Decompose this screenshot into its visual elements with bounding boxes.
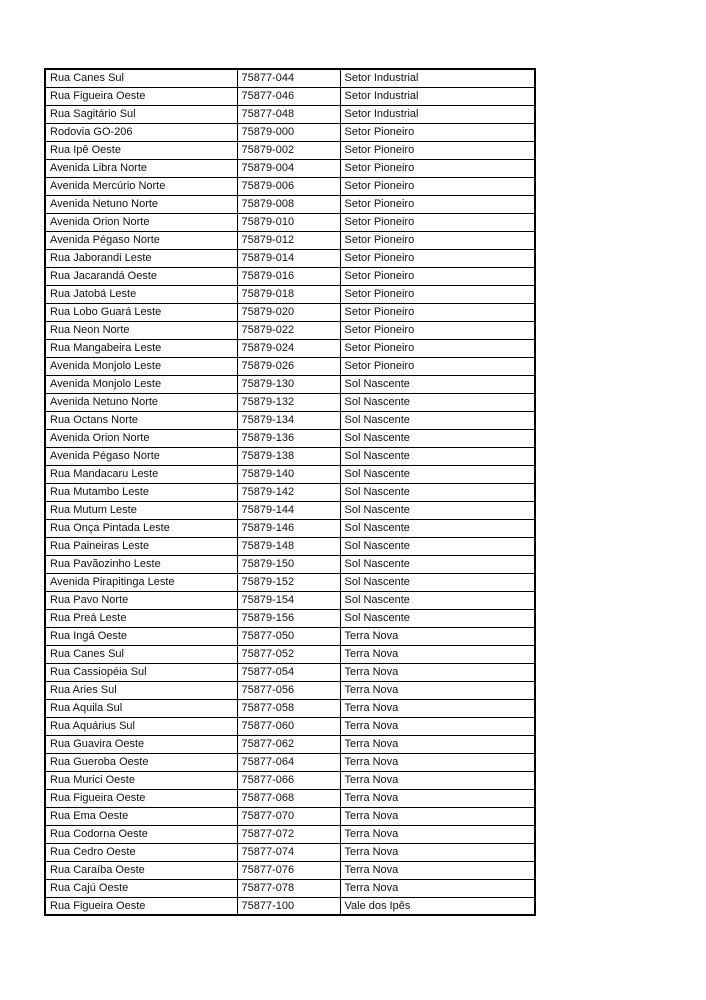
cell-sector-name: Sol Nascente: [340, 609, 535, 627]
cell-cep-code: 75879-016: [237, 267, 340, 285]
cell-cep-code: 75879-150: [237, 555, 340, 573]
cell-street-name: Rua Caraíba Oeste: [45, 861, 237, 879]
cell-sector-name: Setor Pioneiro: [340, 285, 535, 303]
cell-street-name: Rua Aquila Sul: [45, 699, 237, 717]
cell-cep-code: 75879-146: [237, 519, 340, 537]
cell-sector-name: Terra Nova: [340, 627, 535, 645]
cell-sector-name: Sol Nascente: [340, 393, 535, 411]
cell-cep-code: 75877-062: [237, 735, 340, 753]
cep-table-body: [45, 69, 535, 915]
cell-sector-name: Sol Nascente: [340, 573, 535, 591]
table-row: [45, 141, 535, 159]
cell-sector-name: Setor Pioneiro: [340, 123, 535, 141]
cell-cep-code: 75879-006: [237, 177, 340, 195]
cell-sector-name: Terra Nova: [340, 879, 535, 897]
cell-cep-code: 75877-050: [237, 627, 340, 645]
cell-sector-name: Sol Nascente: [340, 465, 535, 483]
cell-sector-name: Sol Nascente: [340, 555, 535, 573]
cell-sector-name: Setor Pioneiro: [340, 321, 535, 339]
cell-cep-code: 75877-066: [237, 771, 340, 789]
cell-sector-name: Sol Nascente: [340, 411, 535, 429]
table-row: [45, 609, 535, 627]
cell-sector-name: Sol Nascente: [340, 429, 535, 447]
cell-sector-name: Sol Nascente: [340, 501, 535, 519]
cell-cep-code: 75879-014: [237, 249, 340, 267]
cell-street-name: Rua Jatobá Leste: [45, 285, 237, 303]
cell-street-name: Rua Figueira Oeste: [45, 87, 237, 105]
cell-sector-name: Terra Nova: [340, 861, 535, 879]
cell-sector-name: Setor Industrial: [340, 69, 535, 87]
table-row: [45, 645, 535, 663]
cell-cep-code: 75877-048: [237, 105, 340, 123]
cell-street-name: Rua Ipê Oeste: [45, 141, 237, 159]
cell-street-name: Rua Canes Sul: [45, 645, 237, 663]
cell-cep-code: 75879-154: [237, 591, 340, 609]
cep-street-table: [44, 68, 536, 916]
cell-cep-code: 75877-074: [237, 843, 340, 861]
cell-cep-code: 75879-002: [237, 141, 340, 159]
cell-cep-code: 75879-012: [237, 231, 340, 249]
cell-street-name: Rua Onça Pintada Leste: [45, 519, 237, 537]
cell-sector-name: Terra Nova: [340, 843, 535, 861]
cell-street-name: Avenida Orion Norte: [45, 213, 237, 231]
cell-cep-code: 75877-070: [237, 807, 340, 825]
cell-sector-name: Sol Nascente: [340, 375, 535, 393]
cell-sector-name: Terra Nova: [340, 681, 535, 699]
cell-street-name: Rua Neon Norte: [45, 321, 237, 339]
cell-street-name: Rua Murici Oeste: [45, 771, 237, 789]
cell-street-name: Rua Mandacaru Leste: [45, 465, 237, 483]
cell-sector-name: Terra Nova: [340, 771, 535, 789]
table-row: [45, 735, 535, 753]
cell-cep-code: 75879-020: [237, 303, 340, 321]
cell-sector-name: Sol Nascente: [340, 519, 535, 537]
cell-street-name: Rua Jaborandi Leste: [45, 249, 237, 267]
cell-cep-code: 75879-136: [237, 429, 340, 447]
cell-street-name: Rua Aries Sul: [45, 681, 237, 699]
cell-sector-name: Setor Pioneiro: [340, 177, 535, 195]
table-row: [45, 357, 535, 375]
cell-street-name: Rua Canes Sul: [45, 69, 237, 87]
cell-cep-code: 75877-078: [237, 879, 340, 897]
cell-cep-code: 75879-142: [237, 483, 340, 501]
cell-sector-name: Terra Nova: [340, 735, 535, 753]
cell-cep-code: 75879-022: [237, 321, 340, 339]
cell-cep-code: 75877-060: [237, 717, 340, 735]
table-row: [45, 897, 535, 915]
table-row: [45, 519, 535, 537]
cell-street-name: Rua Cajú Oeste: [45, 879, 237, 897]
cell-cep-code: 75877-044: [237, 69, 340, 87]
cell-cep-code: 75877-100: [237, 897, 340, 915]
cell-street-name: Avenida Netuno Norte: [45, 393, 237, 411]
table-row: [45, 681, 535, 699]
cell-cep-code: 75877-064: [237, 753, 340, 771]
cell-street-name: Avenida Libra Norte: [45, 159, 237, 177]
cell-sector-name: Setor Pioneiro: [340, 195, 535, 213]
cell-street-name: Rua Figueira Oeste: [45, 789, 237, 807]
table-row: [45, 537, 535, 555]
table-row: [45, 429, 535, 447]
table-row: [45, 663, 535, 681]
cell-sector-name: Setor Pioneiro: [340, 231, 535, 249]
cell-street-name: Avenida Netuno Norte: [45, 195, 237, 213]
table-row: [45, 501, 535, 519]
cell-street-name: Rua Aquárius Sul: [45, 717, 237, 735]
cell-cep-code: 75877-052: [237, 645, 340, 663]
table-row: [45, 177, 535, 195]
cell-cep-code: 75879-144: [237, 501, 340, 519]
cell-street-name: Rodovia GO-206: [45, 123, 237, 141]
cell-sector-name: Terra Nova: [340, 645, 535, 663]
cell-street-name: Avenida Monjolo Leste: [45, 375, 237, 393]
table-row: [45, 159, 535, 177]
cell-street-name: Rua Guavira Oeste: [45, 735, 237, 753]
table-row: [45, 213, 535, 231]
cell-sector-name: Terra Nova: [340, 789, 535, 807]
cell-sector-name: Setor Pioneiro: [340, 357, 535, 375]
cell-street-name: Rua Mutambo Leste: [45, 483, 237, 501]
cell-street-name: Rua Pavãozinho Leste: [45, 555, 237, 573]
cell-cep-code: 75879-018: [237, 285, 340, 303]
cell-cep-code: 75879-134: [237, 411, 340, 429]
cell-street-name: Rua Sagitário Sul: [45, 105, 237, 123]
cell-sector-name: Setor Pioneiro: [340, 249, 535, 267]
cell-street-name: Rua Paineiras Leste: [45, 537, 237, 555]
cell-street-name: Avenida Pirapitinga Leste: [45, 573, 237, 591]
table-row: [45, 285, 535, 303]
table-row: [45, 771, 535, 789]
table-row: [45, 339, 535, 357]
cell-street-name: Rua Preá Leste: [45, 609, 237, 627]
table-row: [45, 825, 535, 843]
table-row: [45, 699, 535, 717]
table-row: [45, 627, 535, 645]
cell-street-name: Rua Cedro Oeste: [45, 843, 237, 861]
cell-sector-name: Setor Industrial: [340, 87, 535, 105]
cell-cep-code: 75877-068: [237, 789, 340, 807]
cell-street-name: Rua Cassiopéia Sul: [45, 663, 237, 681]
cell-sector-name: Terra Nova: [340, 753, 535, 771]
cell-cep-code: 75879-156: [237, 609, 340, 627]
cell-sector-name: Setor Industrial: [340, 105, 535, 123]
cell-sector-name: Setor Pioneiro: [340, 213, 535, 231]
cell-street-name: Rua Jacarandá Oeste: [45, 267, 237, 285]
cell-cep-code: 75877-058: [237, 699, 340, 717]
cell-street-name: Avenida Mercúrio Norte: [45, 177, 237, 195]
cell-sector-name: Setor Pioneiro: [340, 141, 535, 159]
table-row: [45, 573, 535, 591]
cell-street-name: Rua Pavo Norte: [45, 591, 237, 609]
cell-street-name: Rua Mangabeira Leste: [45, 339, 237, 357]
table-row: [45, 267, 535, 285]
cell-sector-name: Terra Nova: [340, 807, 535, 825]
table-row: [45, 843, 535, 861]
table-row: [45, 321, 535, 339]
table-row: [45, 411, 535, 429]
cell-sector-name: Terra Nova: [340, 663, 535, 681]
cell-street-name: Rua Octans Norte: [45, 411, 237, 429]
cell-street-name: Avenida Pégaso Norte: [45, 447, 237, 465]
table-row: [45, 303, 535, 321]
cell-cep-code: 75879-026: [237, 357, 340, 375]
table-row: [45, 465, 535, 483]
table-row: [45, 753, 535, 771]
cell-street-name: Avenida Monjolo Leste: [45, 357, 237, 375]
cell-sector-name: Setor Pioneiro: [340, 159, 535, 177]
cell-sector-name: Setor Pioneiro: [340, 339, 535, 357]
cell-cep-code: 75877-056: [237, 681, 340, 699]
cell-sector-name: Setor Pioneiro: [340, 267, 535, 285]
cell-cep-code: 75877-072: [237, 825, 340, 843]
cell-cep-code: 75879-000: [237, 123, 340, 141]
cell-cep-code: 75879-130: [237, 375, 340, 393]
table-row: [45, 195, 535, 213]
cell-cep-code: 75879-152: [237, 573, 340, 591]
table-row: [45, 717, 535, 735]
table-row: [45, 105, 535, 123]
cell-street-name: Rua Figueira Oeste: [45, 897, 237, 915]
cell-cep-code: 75877-046: [237, 87, 340, 105]
table-row: [45, 483, 535, 501]
cell-cep-code: 75879-140: [237, 465, 340, 483]
cell-sector-name: Setor Pioneiro: [340, 303, 535, 321]
cell-street-name: Avenida Pégaso Norte: [45, 231, 237, 249]
cell-street-name: Avenida Orion Norte: [45, 429, 237, 447]
cell-street-name: Rua Lobo Guará Leste: [45, 303, 237, 321]
cell-sector-name: Sol Nascente: [340, 591, 535, 609]
cell-cep-code: 75879-148: [237, 537, 340, 555]
cell-cep-code: 75879-024: [237, 339, 340, 357]
table-row: [45, 393, 535, 411]
cell-cep-code: 75877-054: [237, 663, 340, 681]
cell-street-name: Rua Ema Oeste: [45, 807, 237, 825]
table-row: [45, 123, 535, 141]
cell-cep-code: 75879-138: [237, 447, 340, 465]
cell-street-name: Rua Mutum Leste: [45, 501, 237, 519]
table-row: [45, 447, 535, 465]
table-row: [45, 69, 535, 87]
cell-street-name: Rua Codorna Oeste: [45, 825, 237, 843]
cell-street-name: Rua Gueroba Oeste: [45, 753, 237, 771]
table-row: [45, 555, 535, 573]
cell-cep-code: 75879-008: [237, 195, 340, 213]
cell-street-name: Rua Ingá Oeste: [45, 627, 237, 645]
table-row: [45, 249, 535, 267]
cell-cep-code: 75877-076: [237, 861, 340, 879]
cell-sector-name: Terra Nova: [340, 717, 535, 735]
cell-cep-code: 75879-010: [237, 213, 340, 231]
table-row: [45, 87, 535, 105]
table-row: [45, 807, 535, 825]
cell-sector-name: Terra Nova: [340, 825, 535, 843]
cell-cep-code: 75879-004: [237, 159, 340, 177]
table-row: [45, 789, 535, 807]
cell-sector-name: Terra Nova: [340, 699, 535, 717]
cell-sector-name: Sol Nascente: [340, 483, 535, 501]
cell-cep-code: 75879-132: [237, 393, 340, 411]
cell-sector-name: Sol Nascente: [340, 447, 535, 465]
cell-sector-name: Vale dos Ipês: [340, 897, 535, 915]
table-row: [45, 879, 535, 897]
table-row: [45, 375, 535, 393]
cell-sector-name: Sol Nascente: [340, 537, 535, 555]
table-row: [45, 861, 535, 879]
table-row: [45, 231, 535, 249]
table-row: [45, 591, 535, 609]
